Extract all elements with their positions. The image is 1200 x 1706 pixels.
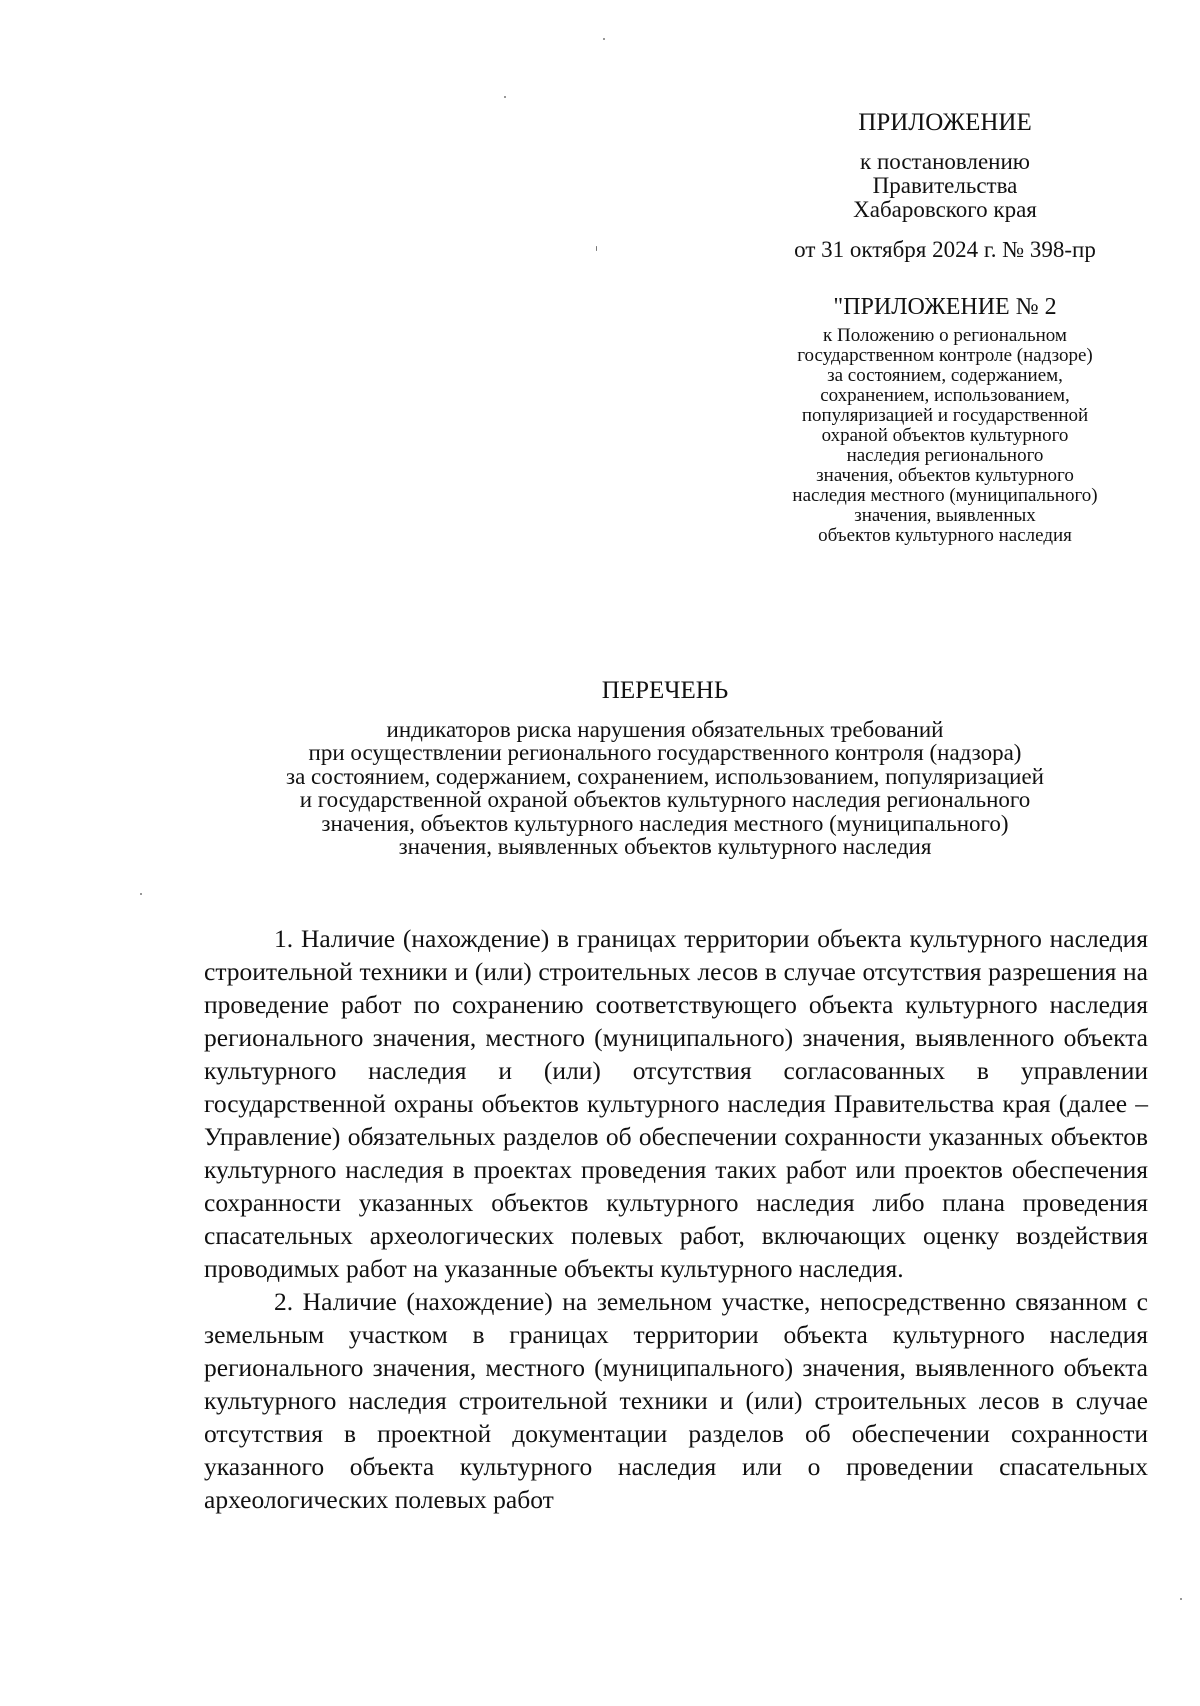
annex-line: популяризацией и государственной <box>801 405 1089 426</box>
approval-header <box>745 108 1145 264</box>
annex-line: сохранением, использованием, <box>820 385 1070 406</box>
header-line: к постановлению <box>860 149 1030 174</box>
list-subtitle-line: при осуществлении регионального государственного контроля (надзора) <box>308 740 1022 766</box>
header-line: Правительства <box>872 173 1018 198</box>
paragraph-1: 1. Наличие (нахождение) в границах территории объекта культурного наследия строительной техники и (или) строительных лесов в случае отсутствия разрешения на проведение работ по сохранению соответствующего объекта культурного наследия регионального значения, местного (муниципального) значения, выявленного объекта культурного наследия и (или) отсутствия согласованных в управлении государственной охраны объектов культурного наследия Правительства края (далее – Управление) обязательных разделов об обеспечении сохранности указанных объектов культурного наследия в проектах проведения таких работ или проектов обеспечения сохранности указанных объектов культурного наследия либо плана проведения спасательных археологических полевых работ, включающих оценку воздействия проводимых работ на указанные объекты культурного наследия. <box>204 924 1148 1283</box>
scan-speck <box>1180 1598 1182 1600</box>
decree-date: от 31 октября 2024 г. № 398-пр <box>794 237 1096 262</box>
list-heading <box>170 676 1160 858</box>
list-title: ПЕРЕЧЕНЬ <box>601 677 729 704</box>
annex-line: государственном контроле (надзоре) <box>797 345 1093 366</box>
annex-line: к Положению о региональном <box>823 325 1067 346</box>
list-subtitle-line: индикаторов риска нарушения обязательных требований <box>386 717 944 742</box>
list-subtitle-line: и государственной охраной объектов культурного наследия регионального <box>299 787 1031 813</box>
annex-header <box>744 292 1146 546</box>
appendix-title: ПРИЛОЖЕНИЕ <box>858 109 1032 136</box>
list-subtitle-line: значения, объектов культурного наследия местного (муниципального) <box>321 810 1009 836</box>
annex-line: значения, выявленных <box>854 505 1036 526</box>
list-subtitle-line: значения, выявленных объектов культурного наследия <box>398 834 932 860</box>
annex-line: объектов культурного наследия <box>818 525 1072 546</box>
annex-line: наследия регионального <box>846 445 1044 466</box>
scan-speck <box>603 38 605 40</box>
scan-speck <box>504 96 506 98</box>
annex-line: за состоянием, содержанием, <box>827 365 1063 386</box>
header-line: Хабаровского края <box>853 197 1037 222</box>
scan-speck <box>596 246 597 251</box>
annex-line: охраной объектов культурного <box>821 425 1069 446</box>
scan-speck <box>140 893 142 895</box>
annex-line: значения, объектов культурного <box>816 465 1074 486</box>
annex-line: наследия местного (муниципального) <box>792 485 1098 506</box>
annex-title: "ПРИЛОЖЕНИЕ № 2 <box>833 294 1057 320</box>
document-body <box>204 922 1148 1516</box>
paragraph-2: 2. Наличие (нахождение) на земельном участке, непосредственно связанном с земельным участком в границах территории объекта культурного наследия регионального значения, местного (муниципального) значения, выявленного объекта культурного наследия строительной техники и (или) строительных лесов в случае отсутствия в проектной документации разделов об обеспечении сохранности указанного объекта культурного наследия или о проведении спасательных археологических полевых работ <box>204 1287 1148 1514</box>
list-subtitle-line: за состоянием, содержанием, сохранением, использованием, популяризацией <box>286 763 1044 789</box>
